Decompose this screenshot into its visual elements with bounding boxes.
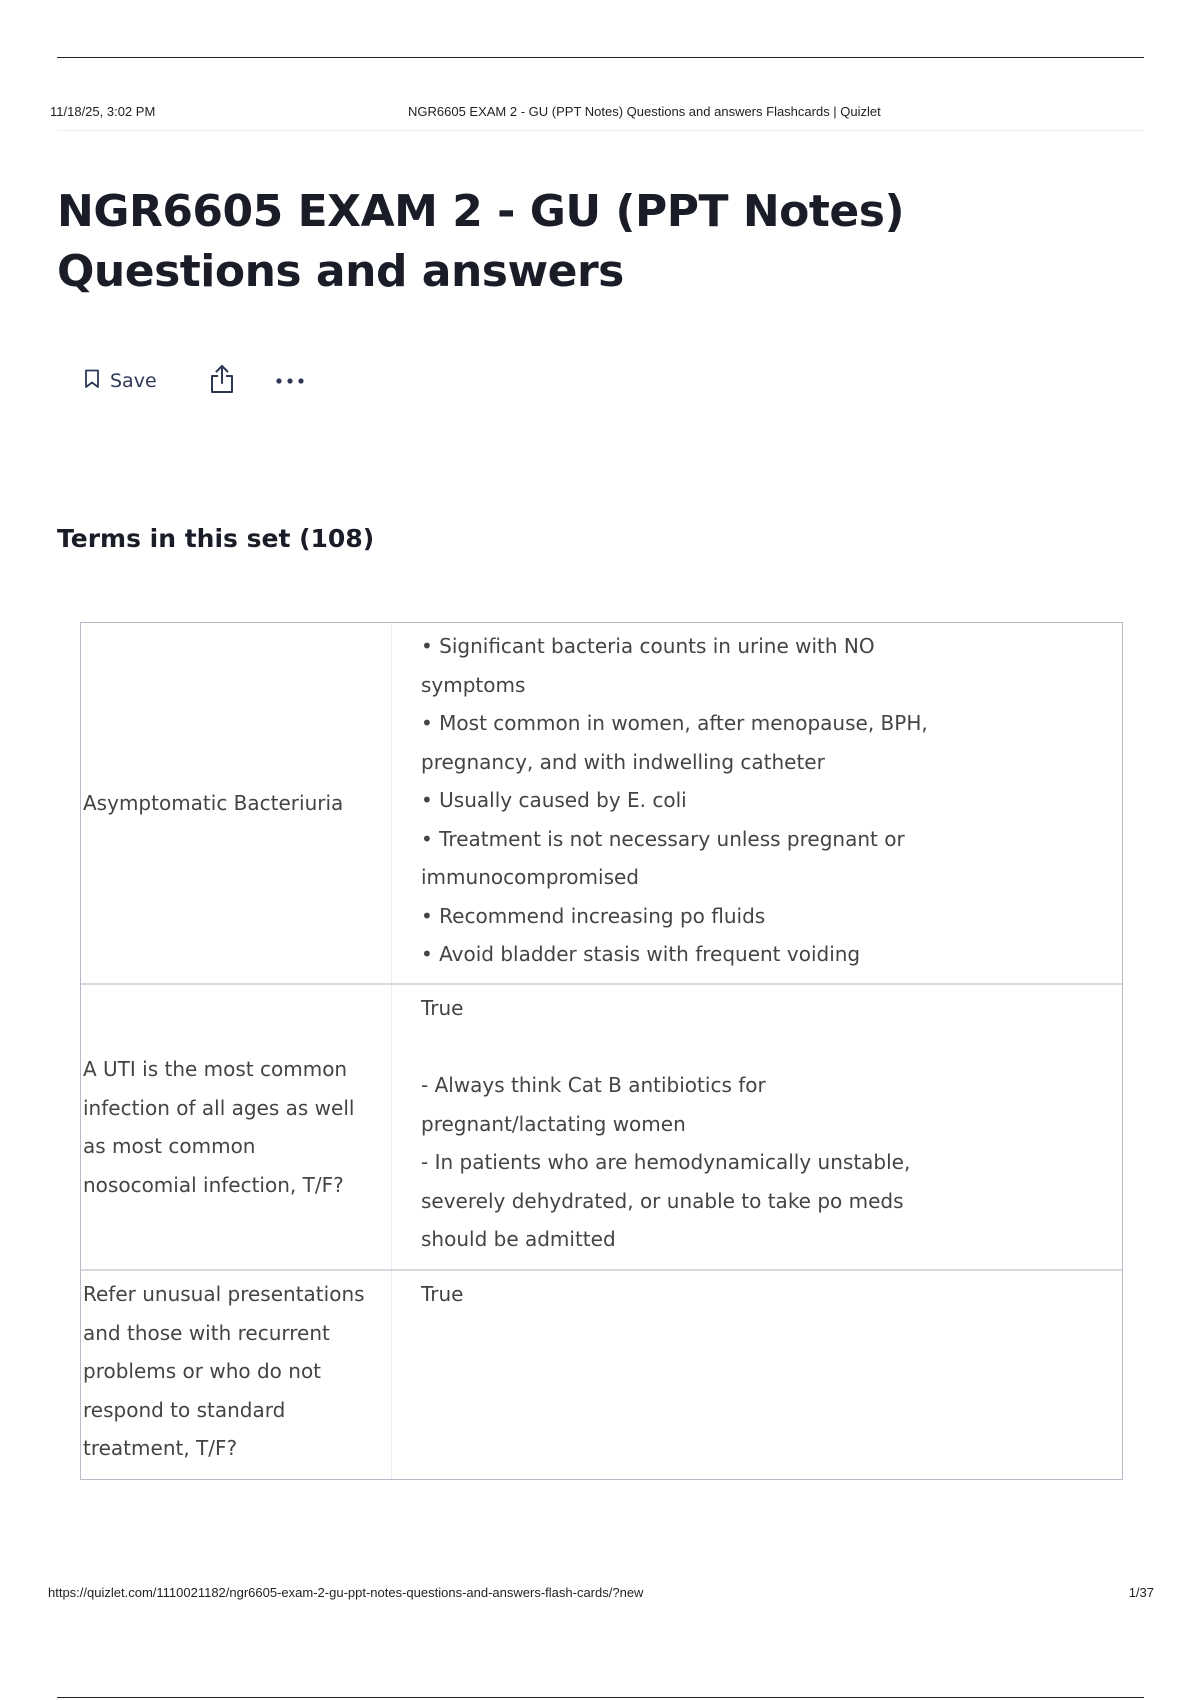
- terms-table: [80, 622, 1123, 1480]
- definition-line: • Usually caused by E. coli: [421, 788, 687, 812]
- term-row: [81, 1271, 1122, 1479]
- definition-line: • Avoid bladder stasis with frequent voiding: [421, 942, 861, 966]
- share-icon: [209, 364, 235, 399]
- terms-heading: Terms in this set (108): [57, 524, 375, 553]
- print-doc-title: NGR6605 EXAM 2 - GU (PPT Notes) Questions and answers Flashcards | Quizlet: [408, 104, 881, 119]
- term-text: Refer unusual presentations and those with recurrent problems or who do not respond to standard treatment, T/F?: [83, 1282, 365, 1460]
- print-date: 11/18/25, 3:02 PM: [50, 104, 156, 119]
- definition-line: pregnant/lactating women: [421, 1111, 686, 1136]
- definition-cell: [392, 623, 1122, 983]
- bottom-rule: [57, 1697, 1144, 1698]
- definition-line: [421, 1028, 1062, 1067]
- definition-line: immunocompromised: [421, 865, 639, 889]
- term-text: A UTI is the most common infection of all ages as well as most common nosocomial infection, T/F?: [83, 1057, 355, 1197]
- definition-line: • Recommend increasing po fluids: [421, 903, 766, 928]
- more-options-button[interactable]: [275, 372, 305, 390]
- definition-line: - Always think Cat B antibiotics for: [421, 1073, 766, 1097]
- save-button[interactable]: [84, 369, 157, 394]
- definition-line: should be admitted: [421, 1227, 616, 1251]
- page-url: https://quizlet.com/1110021182/ngr6605-exam-2-gu-ppt-notes-questions-and-answers-flash-cards/?new: [48, 1585, 644, 1600]
- definition-line: • Treatment is not necessary unless pregnant or: [421, 826, 905, 851]
- action-bar: [84, 364, 305, 398]
- term-text: Asymptomatic Bacteriuria: [83, 790, 344, 815]
- top-rule: [57, 57, 1144, 58]
- definition-line: - In patients who are hemodynamically unstable,: [421, 1150, 911, 1174]
- definition-line: True: [421, 996, 464, 1020]
- term-cell: [81, 985, 392, 1269]
- share-button[interactable]: [209, 364, 235, 399]
- save-label: Save: [110, 370, 157, 392]
- term-row: [81, 623, 1122, 985]
- header-divider: [57, 130, 1144, 131]
- term-cell: [81, 623, 392, 983]
- definition-line: symptoms: [421, 672, 526, 697]
- more-options-icon: [275, 372, 305, 390]
- page-number: 1/37: [1128, 1585, 1154, 1600]
- definition-cell: [392, 985, 1122, 1269]
- page-title: NGR6605 EXAM 2 - GU (PPT Notes) Questions and answers: [57, 186, 905, 297]
- definition-line: • Significant bacteria counts in urine with NO: [421, 634, 875, 658]
- definition-line: True: [421, 1282, 464, 1306]
- definition-line: • Most common in women, after menopause, BPH,: [421, 711, 928, 735]
- definition-cell: [392, 1271, 1122, 1479]
- term-cell: [81, 1271, 392, 1479]
- definition-line: severely dehydrated, or unable to take po meds: [421, 1188, 904, 1213]
- term-row: [81, 985, 1122, 1271]
- definition-line: pregnancy, and with indwelling catheter: [421, 749, 825, 774]
- bookmark-icon: [84, 369, 100, 394]
